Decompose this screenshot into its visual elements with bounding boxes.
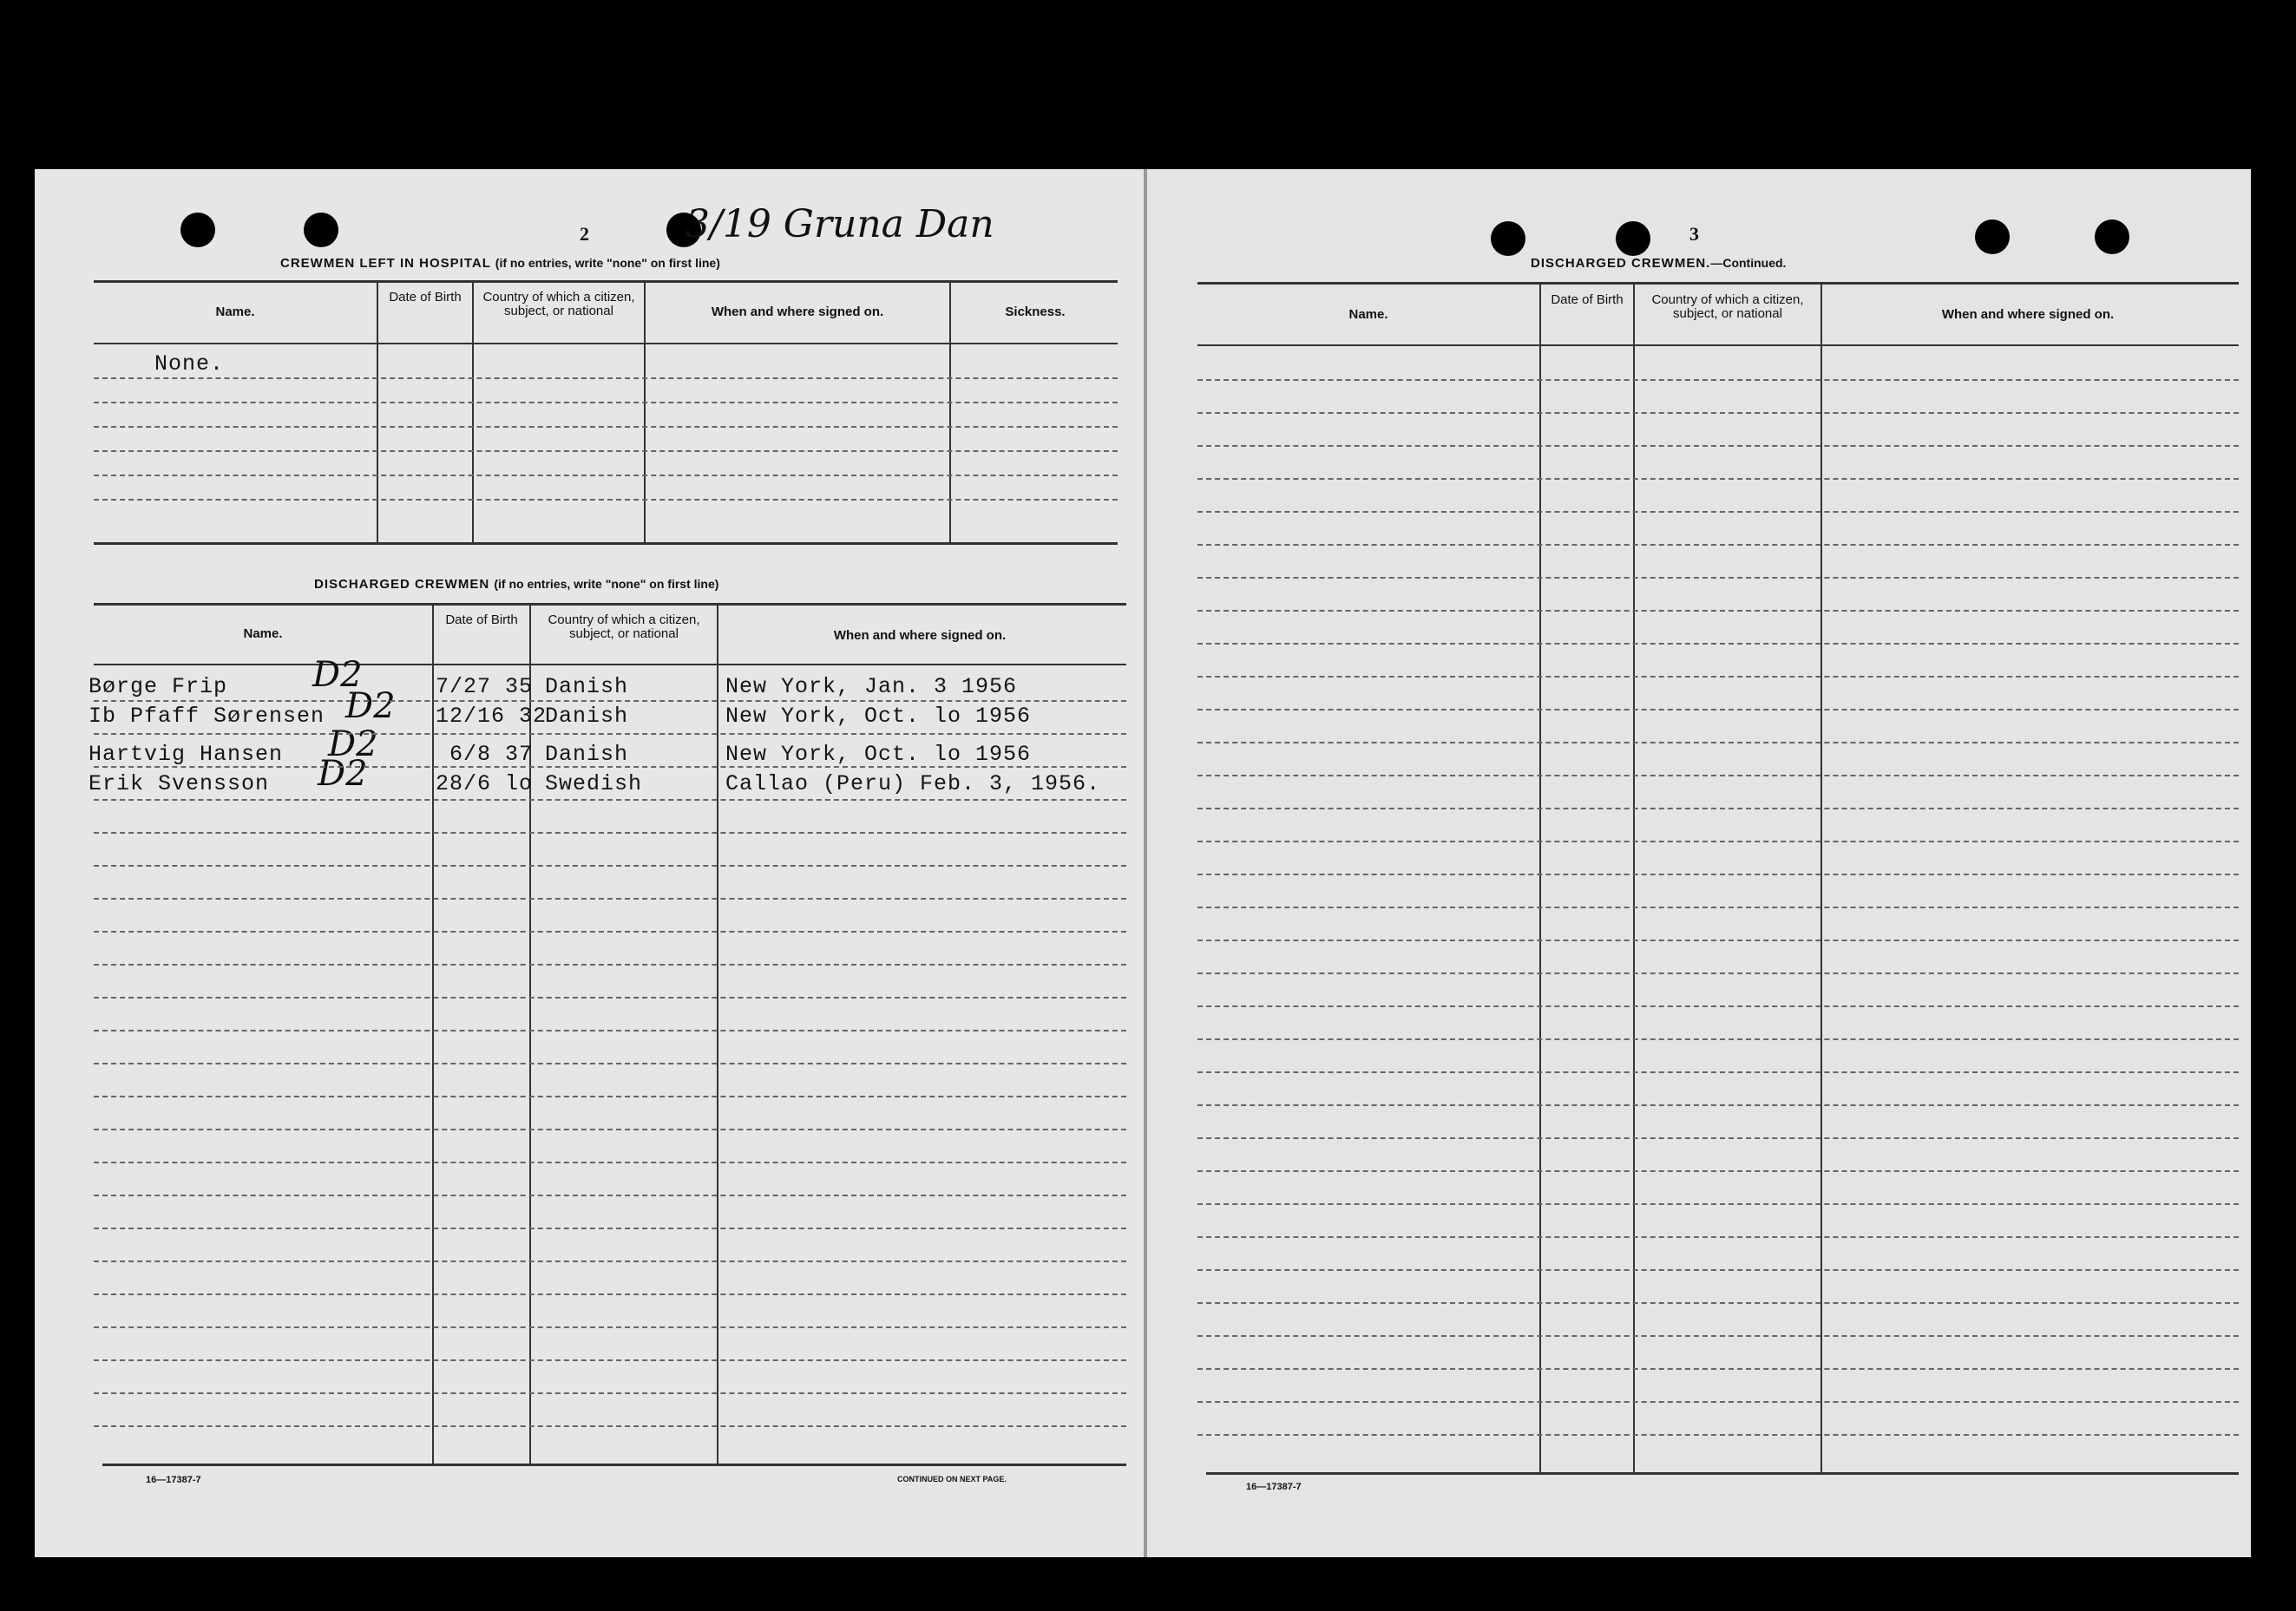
- ruled-line: [1197, 742, 2239, 743]
- ruled-line: [1197, 379, 2239, 381]
- ruled-line: [1197, 1203, 2239, 1205]
- ruled-line: [94, 1162, 1126, 1163]
- ruled-line: [1197, 1071, 2239, 1073]
- ruled-line: [1197, 1335, 2239, 1337]
- ruled-line: [1197, 972, 2239, 974]
- ruled-line: [94, 1228, 1126, 1229]
- ruled-line: [1197, 1434, 2239, 1436]
- ruled-line: [1197, 676, 2239, 678]
- punch-hole: [304, 213, 338, 247]
- ruled-line: [1197, 1104, 2239, 1106]
- page-number: 2: [580, 223, 589, 245]
- punch-hole: [1975, 219, 2010, 254]
- ruled-line: [94, 997, 1126, 999]
- col-name: Name.: [243, 626, 283, 641]
- col-date-of-birth: Date of Birth: [389, 290, 462, 305]
- punch-hole: [2095, 219, 2129, 254]
- ruled-line: [1197, 445, 2239, 447]
- ruled-line: [1197, 1005, 2239, 1007]
- ruled-line: [1197, 1170, 2239, 1172]
- col-date-of-birth: Date of Birth: [1551, 292, 1624, 307]
- ruled-line: [1197, 808, 2239, 809]
- hospital-entry: None.: [154, 351, 225, 377]
- discharged-section-title: DISCHARGED CREWMEN (if no entries, write "none" on first line): [314, 577, 719, 592]
- crew-signed-on: New York, Jan. 3 1956: [725, 674, 1018, 699]
- ruled-line: [1197, 478, 2239, 480]
- ruled-line: [1197, 775, 2239, 776]
- ruled-line: [94, 1030, 1126, 1031]
- ruled-line: [1197, 1269, 2239, 1271]
- col-signed-on: When and where signed on.: [1941, 307, 2115, 322]
- col-signed-on: When and where signed on.: [711, 305, 884, 319]
- ruled-line: [94, 1195, 1126, 1196]
- col-country: Country of which a citizen, subject, or national: [482, 290, 635, 318]
- ruled-line: [94, 1096, 1126, 1097]
- right-page: [1147, 169, 2251, 1557]
- ruled-line: [94, 931, 1126, 933]
- ruled-line: [1197, 1401, 2239, 1403]
- col-date-of-birth: Date of Birth: [445, 612, 518, 627]
- form-code: 16—17387-7: [146, 1475, 201, 1485]
- ruled-line: [1197, 511, 2239, 513]
- crew-dob: 12/16 32: [436, 704, 548, 729]
- crew-dob: 28/6 lo: [436, 771, 534, 796]
- initials: D2: [318, 754, 368, 794]
- initials: D2: [328, 724, 378, 764]
- crew-dob: 7/27 35: [436, 674, 534, 699]
- handwritten-header: 3/19 Gruna Dan: [686, 202, 994, 246]
- ruled-line: [1197, 577, 2239, 579]
- page-number: 3: [1689, 223, 1699, 245]
- ruled-line: [1197, 907, 2239, 908]
- ruled-line: [1197, 709, 2239, 711]
- crew-dob: 6/8 37: [449, 742, 534, 767]
- discharged-continued-title: DISCHARGED CREWMEN.—Continued.: [1531, 256, 1787, 271]
- crew-country: Danish: [545, 674, 629, 699]
- punch-hole: [1491, 221, 1525, 256]
- ruled-line: [94, 1063, 1126, 1064]
- col-country: Country of which a citizen, subject, or national: [548, 612, 700, 641]
- col-name: Name.: [1348, 307, 1388, 322]
- continued-note: CONTINUED ON NEXT PAGE.: [897, 1475, 1007, 1483]
- punch-hole: [1616, 221, 1650, 256]
- ruled-line: [1197, 1302, 2239, 1304]
- ruled-line: [94, 733, 1126, 735]
- ruled-line: [94, 898, 1126, 900]
- ruled-line: [94, 1425, 1126, 1427]
- col-sickness: Sickness.: [1005, 305, 1066, 319]
- left-page: [35, 169, 1147, 1557]
- crew-country: Danish: [545, 704, 629, 729]
- ruled-line: [94, 865, 1126, 867]
- ruled-line: [94, 799, 1126, 801]
- crew-signed-on: New York, Oct. lo 1956: [725, 704, 1032, 729]
- ruled-line: [1197, 874, 2239, 875]
- crew-signed-on: Callao (Peru) Feb. 3, 1956.: [725, 771, 1101, 796]
- ruled-line: [1197, 940, 2239, 941]
- ruled-line: [94, 1326, 1126, 1328]
- initials: D2: [312, 655, 363, 695]
- ruled-line: [1197, 643, 2239, 645]
- hospital-section-title: CREWMEN LEFT IN HOSPITAL (if no entries, write "none" on first line): [280, 256, 720, 271]
- ruled-line: [1197, 841, 2239, 842]
- ruled-line: [94, 700, 1126, 702]
- crew-name: Ib Pfaff Sørensen: [89, 704, 325, 729]
- col-country: Country of which a citizen, subject, or national: [1651, 292, 1804, 321]
- crew-name: Børge Frip: [89, 674, 228, 699]
- ruled-line: [1197, 1236, 2239, 1238]
- crew-name: Erik Svensson: [89, 771, 270, 796]
- col-signed-on: When and where signed on.: [833, 628, 1007, 643]
- ruled-line: [94, 1293, 1126, 1295]
- form-code: 16—17387-7: [1246, 1482, 1302, 1492]
- crew-country: Swedish: [545, 771, 643, 796]
- crew-signed-on: New York, Oct. lo 1956: [725, 742, 1032, 767]
- ruled-line: [1197, 412, 2239, 414]
- ruled-line: [94, 1261, 1126, 1262]
- ruled-line: [1197, 544, 2239, 546]
- ruled-line: [1197, 1368, 2239, 1370]
- ruled-line: [1197, 1137, 2239, 1139]
- ruled-line: [94, 832, 1126, 834]
- ruled-line: [94, 766, 1126, 768]
- col-name: Name.: [215, 305, 255, 319]
- ruled-line: [1197, 610, 2239, 612]
- ruled-line: [94, 1359, 1126, 1361]
- ruled-line: [94, 1392, 1126, 1394]
- ruled-line: [94, 964, 1126, 966]
- ruled-line: [1197, 1038, 2239, 1040]
- initials: D2: [345, 686, 396, 726]
- crew-name: Hartvig Hansen: [89, 742, 284, 767]
- punch-hole: [180, 213, 215, 247]
- crew-country: Danish: [545, 742, 629, 767]
- ruled-line: [94, 1129, 1126, 1130]
